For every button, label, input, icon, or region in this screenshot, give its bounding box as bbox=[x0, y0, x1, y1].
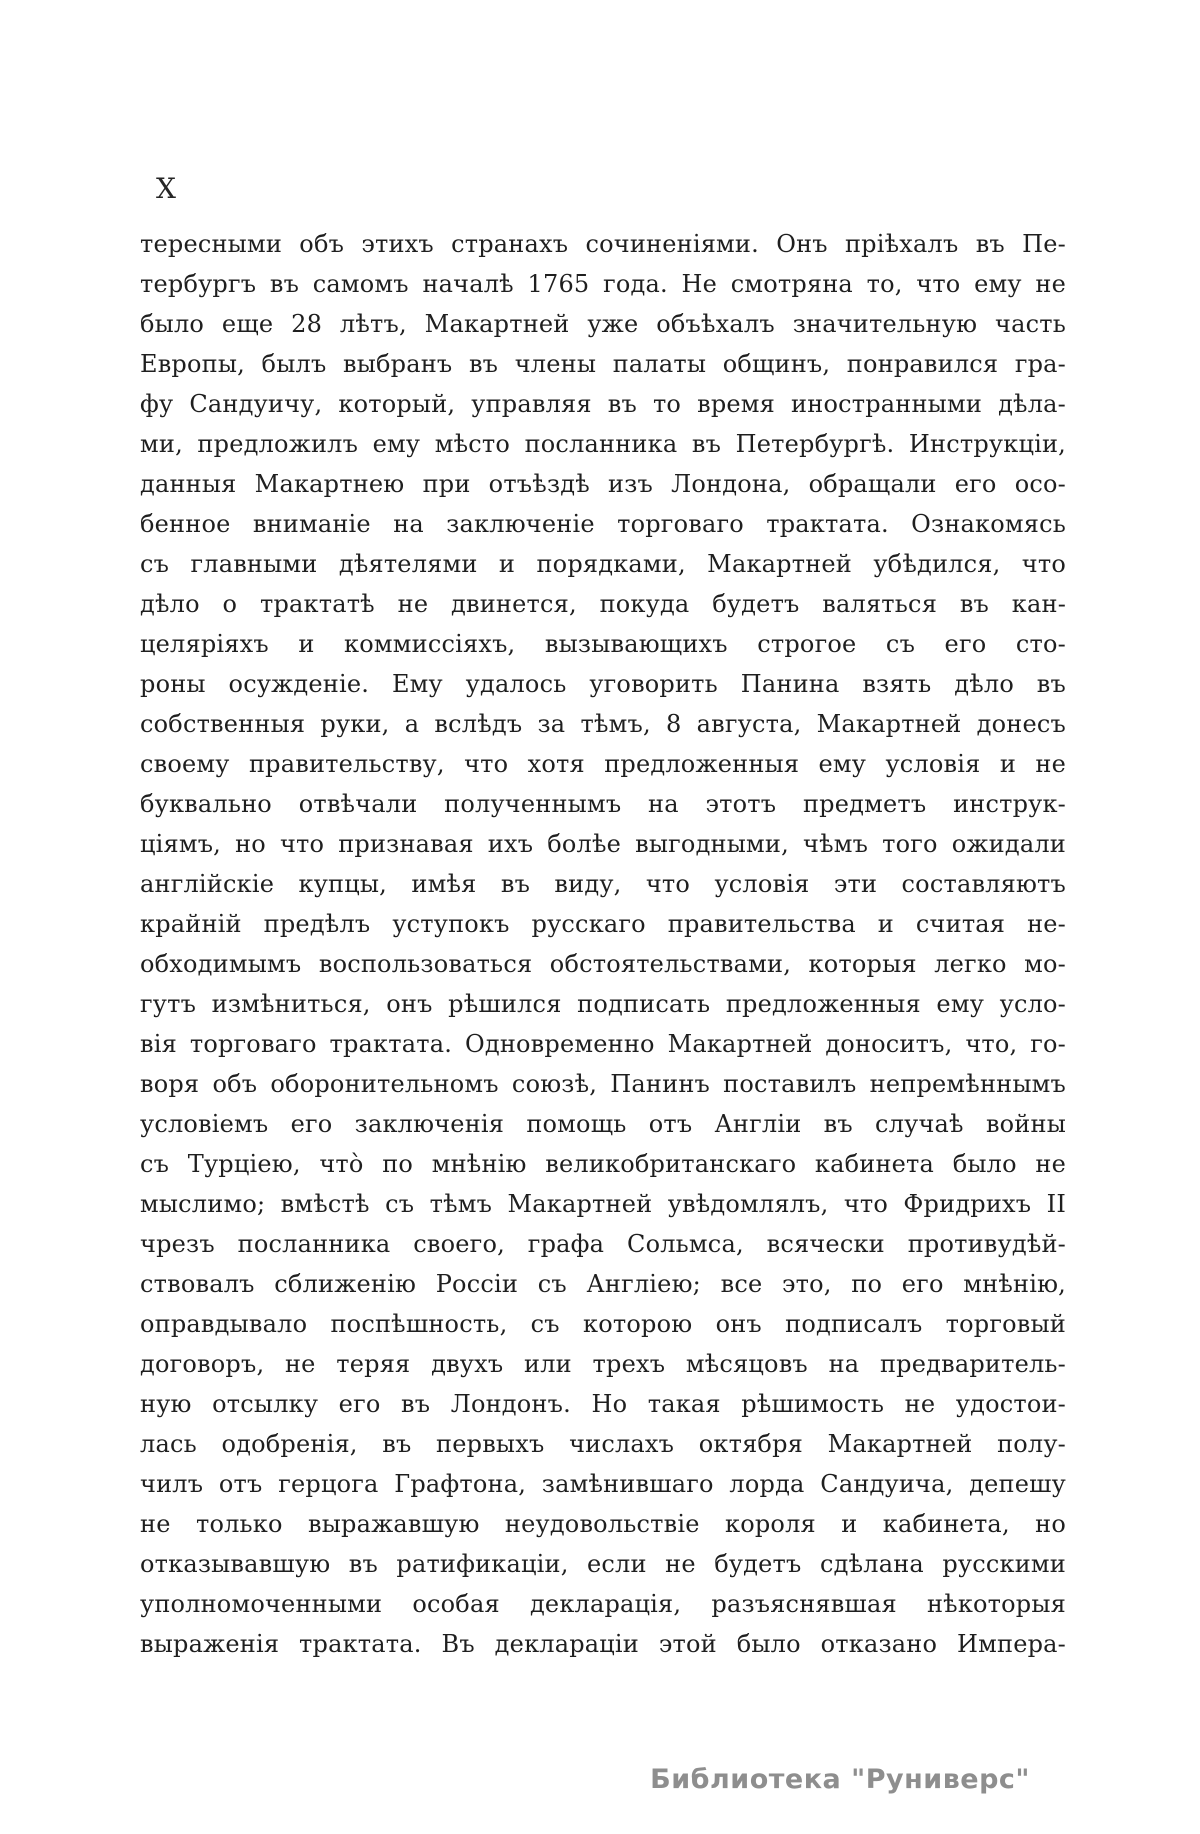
text-line: было еще 28 лѣтъ, Макартней уже объѣхалъ значительную часть bbox=[140, 310, 1066, 338]
text-line: целяріяхъ и коммиссіяхъ, вызывающихъ строгое съ его сто- bbox=[140, 630, 1066, 658]
text-line: Европы, былъ выбранъ въ члены палаты общинъ, понравился гра- bbox=[140, 350, 1066, 378]
text-line: условіемъ его заключенія помощь отъ Англіи въ случаѣ войны bbox=[140, 1110, 1066, 1138]
text-line: обходимымъ воспользоваться обстоятельствами, которыя легко мо- bbox=[140, 950, 1066, 978]
text-line: вія торговаго трактата. Одновременно Макартней доноситъ, что, го- bbox=[140, 1030, 1066, 1058]
text-line: не только выражавшую неудовольствіе короля и кабинета, но bbox=[140, 1510, 1066, 1538]
text-line: съ Турціею, что̀ по мнѣнію великобританскаго кабинета было не bbox=[140, 1150, 1066, 1178]
text-line: данныя Макартнею при отъѣздѣ изъ Лондона, обращали его осо- bbox=[140, 470, 1066, 498]
text-line: тересными объ этихъ странахъ сочиненіями. Онъ пріѣхалъ въ Пе- bbox=[140, 230, 1066, 258]
text-line: воря объ оборонительномъ союзѣ, Панинъ поставилъ непремѣннымъ bbox=[140, 1070, 1066, 1098]
text-line: крайній предѣлъ уступокъ русскаго правительства и считая не- bbox=[140, 910, 1066, 938]
text-line: англійскіе купцы, имѣя въ виду, что условія эти составляютъ bbox=[140, 870, 1066, 898]
text-line: бенное вниманіе на заключеніе торговаго трактата. Ознакомясь bbox=[140, 510, 1066, 538]
text-line: выраженія трактата. Въ деклараціи этой было отказано Импера- bbox=[140, 1630, 1066, 1658]
text-line: фу Сандуичу, который, управляя въ то время иностранными дѣла- bbox=[140, 390, 1066, 418]
text-line: съ главными дѣятелями и порядками, Макартней убѣдился, что bbox=[140, 550, 1066, 578]
text-line: мыслимо; вмѣстѣ съ тѣмъ Макартней увѣдомлялъ, что Фридрихъ II bbox=[140, 1190, 1066, 1218]
text-line: чрезъ посланника своего, графа Сольмса, всячески противудѣй- bbox=[140, 1230, 1066, 1258]
text-line: уполномоченными особая декларація, разъяснявшая нѣкоторыя bbox=[140, 1590, 1066, 1618]
text-line: договоръ, не теряя двухъ или трехъ мѣсяцовъ на предваритель- bbox=[140, 1350, 1066, 1378]
text-line: буквально отвѣчали полученнымъ на этотъ предметъ инструк- bbox=[140, 790, 1066, 818]
text-line: оправдывало поспѣшность, съ которою онъ подписалъ торговый bbox=[140, 1310, 1066, 1338]
text-line: гутъ измѣниться, онъ рѣшился подписать предложенныя ему усло- bbox=[140, 990, 1066, 1018]
page-number: X bbox=[156, 172, 177, 205]
text-line: лась одобренія, въ первыхъ числахъ октября Макартней полу- bbox=[140, 1430, 1066, 1458]
text-line: отказывавшую въ ратификаціи, если не будетъ сдѣлана русскими bbox=[140, 1550, 1066, 1578]
text-line: ную отсылку его въ Лондонъ. Но такая рѣшимость не удостои- bbox=[140, 1390, 1066, 1418]
text-line: ми, предложилъ ему мѣсто посланника въ Петербургѣ. Инструкціи, bbox=[140, 430, 1066, 458]
text-line: ствовалъ сближенію Россіи съ Англіею; все это, по его мнѣнію, bbox=[140, 1270, 1066, 1298]
body-text bbox=[140, 224, 1066, 1664]
text-line: своему правительству, что хотя предложенныя ему условія и не bbox=[140, 750, 1066, 778]
text-line: ціямъ, но что признавая ихъ болѣе выгодными, чѣмъ того ожидали bbox=[140, 830, 1066, 858]
library-watermark: Библиотека "Руниверс" bbox=[650, 1764, 1030, 1795]
text-line: дѣло о трактатѣ не двинется, покуда будетъ валяться въ кан- bbox=[140, 590, 1066, 618]
text-line: тербургъ въ самомъ началѣ 1765 года. Не смотряна то, что ему не bbox=[140, 270, 1066, 298]
text-line: собственныя руки, а вслѣдъ за тѣмъ, 8 августа, Макартней донесъ bbox=[140, 710, 1066, 738]
text-line: чилъ отъ герцога Графтона, замѣнившаго лорда Сандуича, депешу bbox=[140, 1470, 1066, 1498]
text-line: роны осужденіе. Ему удалось уговорить Панина взять дѣло въ bbox=[140, 670, 1066, 698]
